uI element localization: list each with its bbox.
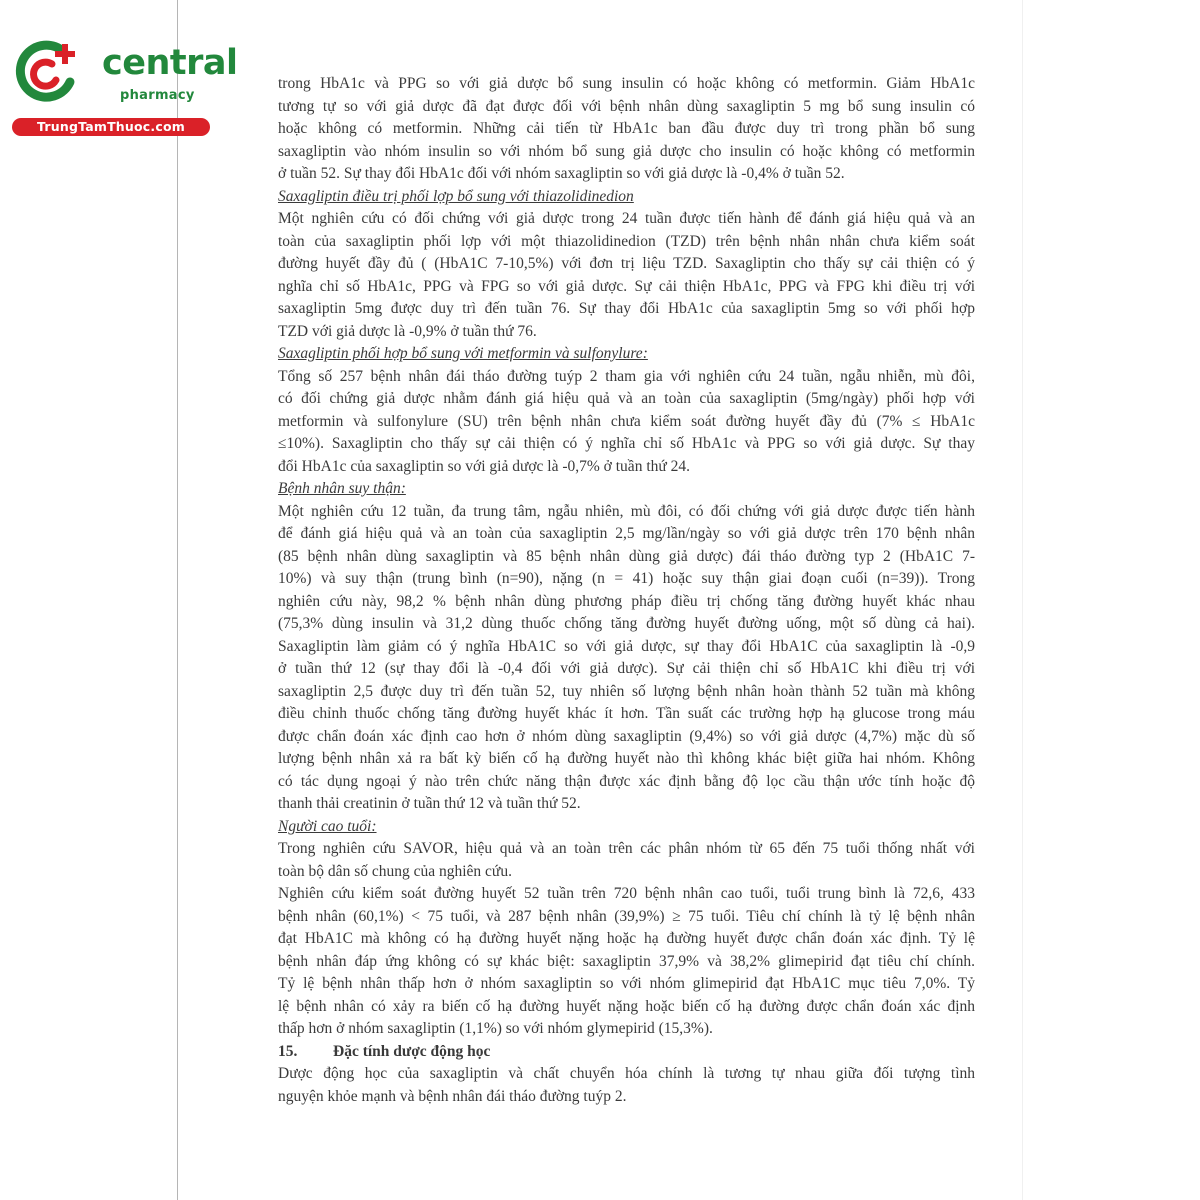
- text-line: Tổng số 257 bệnh nhân đái tháo đường tuýp 2 tham gia với nghiên cứu 24 tuần, ngẫu nhiễn, mù đôi,: [278, 367, 975, 385]
- text-line: Nghiên cứu kiểm soát đường huyết 52 tuần trên 720 bệnh nhân cao tuổi, tuổi trung bình là 72,6, 433: [278, 885, 975, 902]
- subsection-heading: Bệnh nhân suy thận:: [278, 480, 406, 497]
- text-line: toàn bộ dân số chung của nghiên cứu.: [278, 862, 512, 880]
- text-line: saxagliptin 5mg được duy trì đến tuần 76. Sự thay đổi HbA1c của saxagliptin 5mg so với phối hợp: [278, 300, 975, 317]
- subsection-heading: Saxagliptin điều trị phối lợp bổ sung với thiazolidinedion: [278, 187, 634, 205]
- brand-name: central: [102, 43, 238, 83]
- brand-subtitle: pharmacy: [120, 88, 195, 103]
- text-line: ở tuần thứ 12 (sự thay đổi là -0,4 đối với giả dược). Sự cải thiện chỉ số HbA1C khi điều trị với: [278, 660, 975, 677]
- text-line: có tác dụng ngoại ý nào trên chức năng thận được xác định bằng độ lọc cầu thận ước tính hoặc độ: [278, 772, 975, 790]
- text-line: (75,3% dùng insulin và 31,2 dùng thuốc chống tăng đường huyết đường uống, một số dùng cả hai).: [278, 615, 975, 632]
- text-line: Trong nghiên cứu SAVOR, hiệu quả và an toàn trên các phân nhóm từ 65 đến 75 tuổi thống nhất với: [278, 840, 975, 857]
- text-line: ≤10%). Saxagliptin cho thấy sự cải thiện có ý nghĩa chỉ số HbA1c và PPG so với giả dược. Sự thay: [278, 435, 975, 452]
- text-line: nguyện khỏe mạnh và bệnh nhân đái tháo đường tuýp 2.: [278, 1087, 627, 1105]
- text-line: bệnh nhân (60,1%) < 75 tuổi, và 287 bệnh nhân (39,9%) ≥ 75 tuổi. Tiêu chí chính là tỷ lệ bệnh nhân: [278, 907, 975, 925]
- text-line: Dược động học của saxagliptin và chất chuyển hóa chính là tương tự nhau giữa đối tượng tình: [278, 1065, 975, 1082]
- text-line: lệ bệnh nhân có xảy ra biến cố hạ đường huyết nặng hoặc biến cố hạ đường được chẩn đoán xác định: [278, 997, 975, 1015]
- subsection-heading: Người cao tuổi:: [278, 817, 377, 835]
- section-heading: [278, 1041, 975, 1064]
- page-right-edge: [1022, 0, 1023, 1200]
- text-line: được chẩn đoán xác định cao hơn ở nhóm dùng saxagliptin (9,4%) so với giả dược (4,7%) mặc dù số: [278, 727, 975, 745]
- text-line: đường huyết đầy đủ ( (HbA1C 7-10,5%) với đơn trị liệu TZD. Saxagliptin cho thấy sự cải thiện có ý: [278, 255, 975, 272]
- text-line: Tỷ lệ bệnh nhân thấp hơn ở nhóm saxagliptin so với nhóm glimepirid đạt HbA1C mục tiêu 7,0%. Tỷ: [278, 975, 975, 992]
- document-body: [278, 73, 975, 1108]
- text-line: hoặc không có metformin. Những cải tiến từ HbA1c ban đầu được duy trì trong phần bổ sung: [278, 120, 975, 137]
- text-line: thanh thải creatinin ở tuần thứ 12 và tuần thứ 52.: [278, 795, 581, 812]
- text-line: nghĩa chỉ số HbA1c, PPG và FPG so với giả dược. Sự cải thiện HbA1c, PPG và FPG khi điều trị với: [278, 277, 975, 295]
- text-line: Một nghiên cứu 12 tuần, đa trung tâm, ngẫu nhiên, mù đôi, có đối chứng với giả dược được tiến hành: [278, 502, 975, 520]
- text-line: trong HbA1c và PPG so với giả dược bổ sung insulin có hoặc không có metformin. Giảm HbA1c: [278, 75, 975, 92]
- text-line: điều chỉnh thuốc chống tăng đường huyết khác ít hơn. Tần suất các trường hợp hạ glucose trong máu: [278, 705, 975, 722]
- text-line: bệnh nhân đáp ứng không có sự khác biệt: saxagliptin 37,9% và 38,2% glimepirid đạt tiêu chí chính.: [278, 952, 975, 970]
- subsection-heading: Saxagliptin phối hợp bổ sung với metformin và sulfonylure:: [278, 345, 648, 362]
- text-line: TZD với giả dược là -0,9% ở tuần thứ 76.: [278, 322, 537, 340]
- text-line: toàn của saxagliptin phối lợp với một thiazolidinedion (TZD) trên bệnh nhân nhân chưa kiểm soát: [278, 232, 975, 250]
- text-line: (85 bệnh nhân dùng saxagliptin và 85 bệnh nhân dùng giả dược) đái tháo đường typ 2 (HbA1C 7-: [278, 547, 975, 565]
- text-line: 10%) và suy thận (trung bình (n=90), nặng (n = 41) hoặc suy thận giai đoạn cuối (n=39)). Trong: [278, 570, 975, 587]
- text-line: saxagliptin 2,5 được duy trì đến tuần 52, tuy nhiên số lượng bệnh nhân hoàn thành 52 tuần mà không: [278, 682, 975, 700]
- text-line: Một nghiên cứu có đối chứng với giả dược trong 24 tuần được tiến hành để đánh giá hiệu quả và an: [278, 210, 975, 227]
- brand-logo[interactable]: [12, 38, 238, 138]
- page-left-edge: [177, 0, 178, 1200]
- text-line: lượng bệnh nhân xả ra bất kỳ biến cố hạ đường huyết nào thì không khác biệt giữa hai nhóm. Không: [278, 750, 975, 767]
- text-line: để đánh giá hiệu quả và an toàn của saxagliptin 2,5 mg/lần/ngày so với giả dược trên 170 bệnh nhân: [278, 525, 975, 542]
- section-title: Đặc tính dược động học: [333, 1042, 491, 1060]
- text-line: saxagliptin vào nhóm insulin so với nhóm bổ sung giả dược cho insulin có hoặc không có metformin: [278, 142, 975, 160]
- pharmacy-cross-logo-icon: [12, 38, 84, 110]
- section-number: 15.: [278, 1042, 298, 1060]
- text-line: metformin và sulfonylure (SU) trên bệnh nhân chưa kiểm soát đường huyết đầy đủ (7% ≤ HbA1c: [278, 412, 975, 430]
- text-line: Saxagliptin làm giảm có ý nghĩa HbA1C so với giả dược, sự thay đổi HbA1C của saxagliptin là -0,9: [278, 637, 975, 655]
- text-line: nghiên cứu này, 98,2 % bệnh nhân dùng phương pháp điều trị chống tăng đường huyết khác nhau: [278, 592, 975, 610]
- brand-url-link[interactable]: TrungTamThuoc.com: [12, 118, 210, 136]
- text-line: tương tự so với giả dược đã đạt được đối với bệnh nhân dùng saxagliptin 5 mg bổ sung insulin có: [278, 97, 975, 115]
- text-line: đạt HbA1C mà không có hạ đường huyết nặng hoặc hạ đường huyết được chẩn đoán xác định. Tỷ lệ: [278, 930, 975, 947]
- text-line: ở tuần 52. Sự thay đổi HbA1c đối với nhóm saxagliptin so với giả dược là -0,4% ở tuần 52.: [278, 165, 845, 182]
- text-line: có đối chứng giả dược nhằm đánh giá hiệu quả và an toàn của saxagliptin (5mg/ngày) phối hợp với: [278, 390, 975, 407]
- text-line: thấp hơn ở nhóm saxagliptin (1,1%) so với nhóm glymepirid (15,3%).: [278, 1020, 713, 1037]
- text-line: đổi HbA1c của saxagliptin so với giả dược là -0,7% ở tuần thứ 24.: [278, 457, 691, 475]
